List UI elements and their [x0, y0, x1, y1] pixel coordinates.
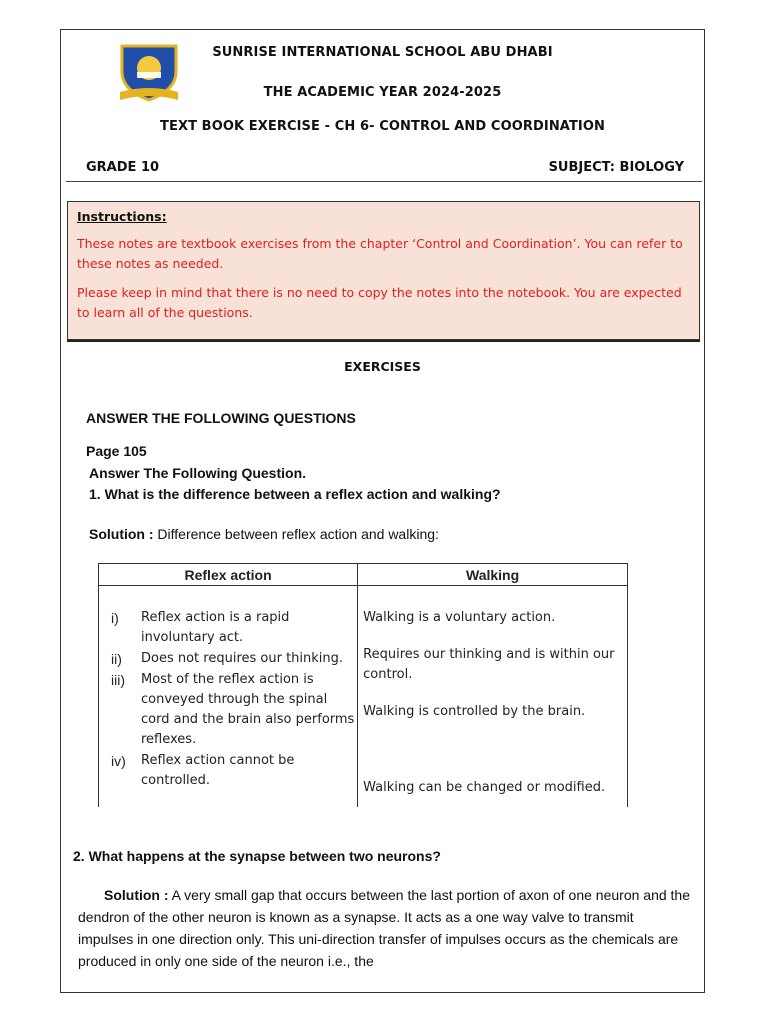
list-item: ii) Does not requires our thinking. — [111, 651, 344, 667]
list-item: Walking is a voluntary action. — [363, 610, 556, 625]
solution-label: Solution : — [89, 526, 154, 542]
question-2: 2. What happens at the synapse between two neurons? — [73, 848, 441, 864]
list-item: iv) Reflex action cannot be controlled. — [111, 753, 295, 788]
list-item: Walking is controlled by the brain. — [363, 704, 586, 719]
question-1: 1. What is the difference between a reflex action and walking? — [89, 486, 501, 502]
school-name: SUNRISE INTERNATIONAL SCHOOL ABU DHABI — [212, 45, 553, 60]
instructions-title: Instructions: — [77, 209, 167, 224]
solution-text: A very small gap that occurs between the last portion of axon of one neuron and the dendron of the other neuron is known as a synapse. It acts as a one way valve to transmit impulses in one direction only. This uni-direction transfer of impulses occurs as the chemicals are produced in only one side of the neuron i.e., the — [78, 887, 690, 969]
instructions-box — [67, 201, 700, 340]
answer-prompt: Answer The Following Question. — [89, 465, 307, 481]
table-header-walking: Walking — [358, 564, 628, 586]
header-divider — [66, 181, 702, 182]
solution-label: Solution : — [104, 887, 169, 903]
list-item: i) Reflex action is a rapid involuntary act. — [111, 610, 290, 645]
q2-solution — [78, 884, 690, 972]
section-heading: ANSWER THE FOLLOWING QUESTIONS — [86, 410, 356, 426]
instructions-paragraph-1: These notes are textbook exercises from the chapter ‘Control and Coordination’. You can refer to these notes as needed. — [77, 236, 683, 271]
exercise-title: TEXT BOOK EXERCISE - CH 6- CONTROL AND COORDINATION — [160, 119, 605, 134]
walking-column — [358, 586, 628, 808]
exercises-heading: EXERCISES — [344, 359, 421, 374]
table-header-reflex: Reflex action — [99, 564, 358, 586]
instructions-paragraph-2: Please keep in mind that there is no need to copy the notes into the notebook. You are expected to learn all of the questions. — [77, 285, 682, 320]
page-reference: Page 105 — [86, 443, 147, 459]
list-item: Walking can be changed or modified. — [363, 780, 606, 795]
comparison-table — [98, 563, 628, 807]
list-item: Requires our thinking and is within our control. — [363, 647, 615, 682]
q1-solution — [89, 526, 439, 542]
reflex-column — [99, 586, 358, 808]
list-item: iii) Most of the reflex action is conveyed through the spinal cord and the brain also performs reflexes. — [111, 672, 355, 747]
solution-text: Difference between reflex action and walking: — [153, 526, 439, 542]
grade-label: GRADE 10 — [86, 160, 160, 175]
subject-label: SUBJECT: BIOLOGY — [548, 160, 684, 175]
academic-year: THE ACADEMIC YEAR 2024-2025 — [263, 85, 502, 100]
